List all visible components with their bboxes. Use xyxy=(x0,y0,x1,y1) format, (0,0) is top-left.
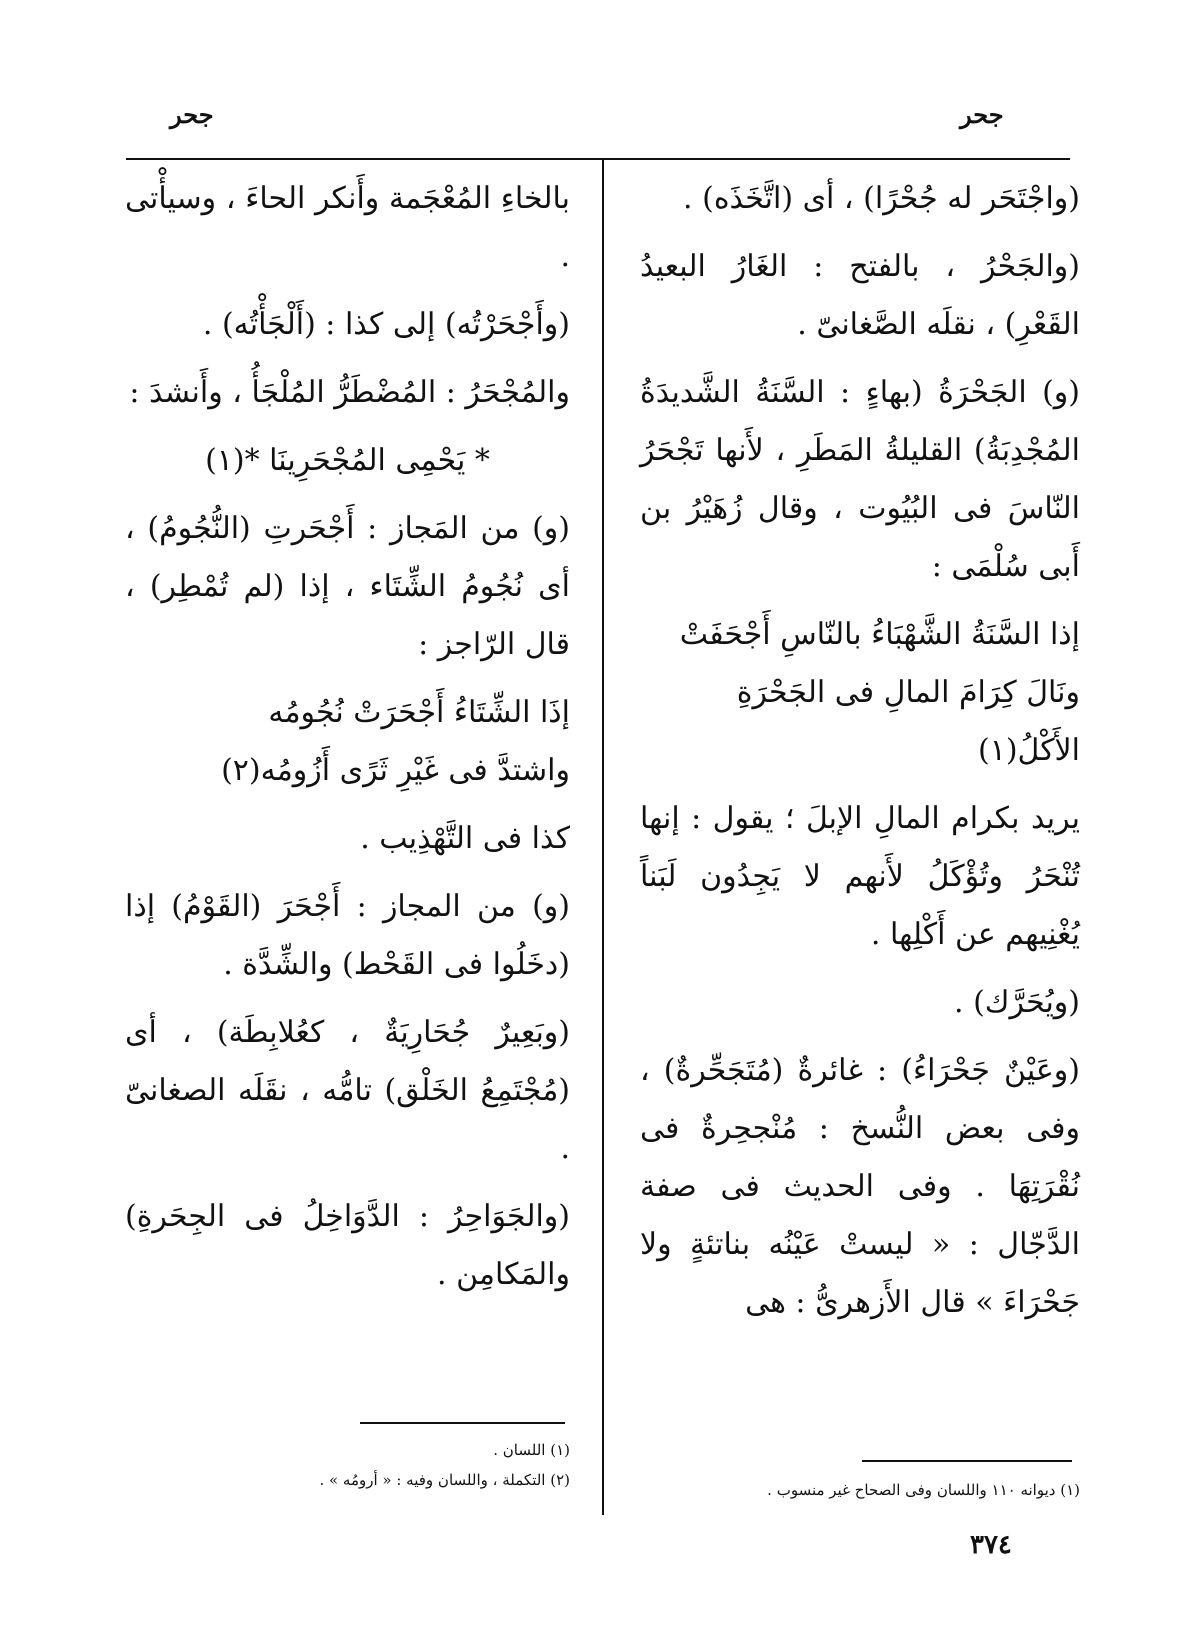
verse-line: واشتدَّ فى غَيْرِ ثَرًى أَزُومُه(٢) xyxy=(221,753,570,788)
running-head-right: جحر xyxy=(960,100,1004,129)
verse: * يَحْمِى المُجْحَرِينَا *(١) xyxy=(205,443,490,478)
verse xyxy=(640,606,1080,780)
header-rule xyxy=(126,158,1070,160)
paragraph: (والجَوَاحِرُ : الدَّوَاخِلُ فى الجِحَرةِ) والمَكامِن . xyxy=(125,1199,570,1292)
paragraph: (والجَحْرُ ، بالفتح : الغَارُ البعيدُ القَعْرِ) ، نقلَه الصَّغانىّ . xyxy=(640,249,1080,342)
paragraph: (وبَعِيرٌ جُحَارِيَةٌ ، كعُلابِطَة) ، أى (مُجْتَمِعُ الخَلْق) تامُّه ، نقَلَه الصغانىّ . xyxy=(125,1015,570,1166)
left-column xyxy=(125,170,570,1314)
verse-line: إذا السَّنَةُ الشَّهْبَاءُ بالنّاسِ أَجْحَفَتْ xyxy=(679,617,1080,652)
footnote: (١) ديوانه ١١٠ واللسان وفى الصحاح غير منسوب . xyxy=(767,1481,1080,1499)
verse-line: إذَا الشِّتَاءُ أَجْحَرَتْ نُجُومُه xyxy=(268,695,570,730)
paragraph: (وأَجْحَرْتُه) إلى كذا : (أَلْجَأْتُه) . xyxy=(202,307,570,342)
footnote-rule xyxy=(360,1422,565,1424)
paragraph: كذا فى التَّهْذِيب . xyxy=(360,821,570,856)
verse-line: ونَالَ كِرَامَ المالِ فى الجَحْرَةِ الأَكْلُ(١) xyxy=(736,675,1080,768)
footnotes-left xyxy=(125,1435,570,1495)
footnote: (٢) التكملة ، واللسان وفيه : « أرومُه » . xyxy=(319,1471,570,1489)
paragraph: بالخاءِ المُعْجَمة وأَنكر الحاءَ ، وسيأْتى . xyxy=(125,181,570,274)
footnote-rule xyxy=(862,1460,1072,1462)
verse xyxy=(125,684,570,800)
paragraph: (و) الجَحْرَةُ (بهاءٍ : السَّنَةُ الشَّديدَةُ المُجْدِبَةُ) القليلةُ المَطَرِ ، لأَنها تَجْحَرُ النّاسَ فى البُيُوت ، وقال زُهَيْرُ بن أَبى سُلْمَى : xyxy=(640,375,1080,584)
footnotes-right xyxy=(640,1475,1080,1505)
right-column xyxy=(640,170,1080,1342)
paragraph: (واجْتَحَر له جُحْرًا) ، أى (اتَّخَذَه) . xyxy=(683,181,1080,216)
paragraph: والمُجْحَرُ : المُضْطَرُّ المُلْجَأُ ، وأَنشدَ : xyxy=(129,375,570,410)
paragraph: (وعَيْنٌ جَحْرَاءُ) : غائرةٌ (مُتَجَحِّرةٌ) ، وفى بعض النُّسخ : مُنْجحِرةٌ فى نُقْرَتِهَا . وفى الحديث فى صفة الدَّجّال : « ليستْ عَيْنُه بناتئةٍ ولا جَحْرَاءَ » قال الأَزهرىُّ : هى xyxy=(640,1053,1080,1320)
paragraph: يريد بكرام المالِ الإبلَ ؛ يقول : إنها تُنْحَرُ وتُؤْكَلُ لأَنهم لا يَجِدُون لَبَناً يُغْنِيهم عن أَكْلِها . xyxy=(640,801,1080,952)
column-divider xyxy=(602,160,604,1515)
paragraph: (ويُحَرَّك) . xyxy=(954,985,1080,1020)
paragraph: (و) من المجاز : أَجْحَرَ (القَوْمُ) إذا (دخَلُوا فى القَحْط) والشِّدَّة . xyxy=(125,889,570,982)
page-number: ٣٧٤ xyxy=(970,1530,1012,1560)
paragraph: (و) من المَجاز : أَجْحَرتِ (النُّجُومُ) ، أى نُجُومُ الشِّتَاء ، إذا (لم تُمْطِر) ، قال الرّاجز : xyxy=(125,511,570,662)
running-head-left: جحر xyxy=(170,100,214,129)
footnote: (١) اللسان . xyxy=(493,1441,570,1459)
